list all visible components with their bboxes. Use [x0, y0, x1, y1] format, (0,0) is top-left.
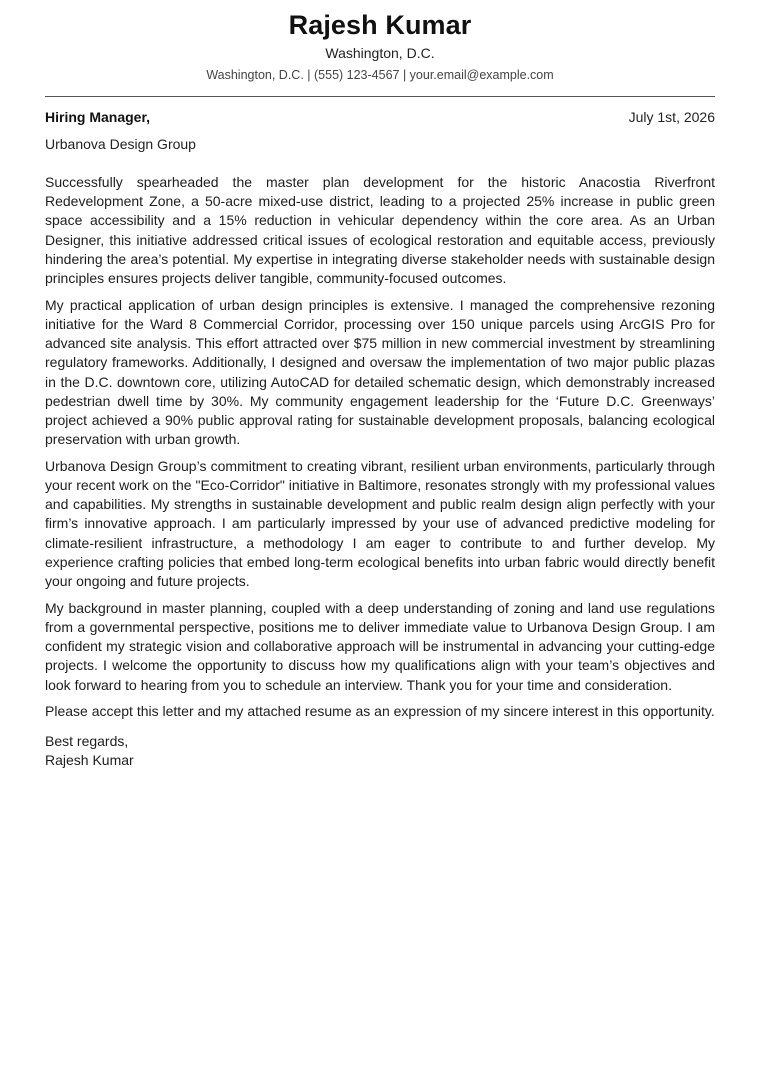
- body-paragraph-4: My background in master planning, coupled with a deep understanding of zoning and land use regulations from a governmental perspective, positions me to deliver immediate value to Urbanova Design Group. I am confident my strategic vision and collaborative approach will be instrumental in advancing your cutting-edge projects. I welcome the opportunity to discuss how my qualifications align with your team’s objectives and look forward to hearing from you to schedule an interview. Thank you for your time and consideration.: [45, 599, 715, 693]
- header-divider: [45, 96, 715, 97]
- applicant-name: Rajesh Kumar: [288, 10, 472, 40]
- letter-header: [45, 8, 715, 84]
- body-paragraph-2: My practical application of urban design principles is extensive. I managed the comprehensive rezoning initiative for the Ward 8 Commercial Corridor, processing over 150 unique parcels using ArcGIS Pro for advanced site analysis. This effort attracted over $75 million in new commercial investment by streamlining regulatory frameworks. Additionally, I designed and oversaw the implementation of two major public plazas in the D.C. downtown core, utilizing AutoCAD for detailed schematic design, which demonstrably increased pedestrian dwell time by 30%. My community engagement leadership for the ‘Future D.C. Greenways’ project achieved a 90% public approval rating for sustainable development proposals, balancing ecological preservation with urban growth.: [45, 296, 715, 448]
- letter-date: July 1st, 2026: [628, 109, 715, 125]
- body-paragraph-1: Successfully spearheaded the master plan development for the historic Anacostia Riverfront Redevelopment Zone, a 50-acre mixed-use district, leading to a projected 25% increase in public green space accessibility and a 15% reduction in vehicular dependency within the core area. As an Urban Designer, this initiative addressed critical issues of ecological restoration and equitable access, previously hindering the area’s potential. My expertise in integrating diverse stakeholder needs with sustainable design principles ensures projects deliver tangible, community-focused outcomes.: [45, 174, 715, 287]
- closing-phrase: Best regards,: [45, 733, 129, 750]
- letter-body: [45, 173, 715, 721]
- recipient-company: Urbanova Design Group: [45, 136, 196, 152]
- applicant-location: Washington, D.C.: [325, 45, 435, 61]
- recipient-date-row: [45, 108, 715, 126]
- signature-name: Rajesh Kumar: [45, 752, 134, 769]
- applicant-contact-line: Washington, D.C. | (555) 123-4567 | your.email@example.com: [206, 68, 554, 82]
- recipient-salutation: Hiring Manager,: [45, 109, 151, 125]
- body-paragraph-5: Please accept this letter and my attached resume as an expression of my sincere interest in this opportunity.: [45, 703, 715, 720]
- body-paragraph-3: Urbanova Design Group’s commitment to creating vibrant, resilient urban environments, particularly through your recent work on the "Eco-Corridor" initiative in Baltimore, resonates strongly with my professional values and capabilities. My strengths in sustainable development and public realm design align perfectly with your firm’s innovative approach. I am particularly impressed by your use of advanced predictive modeling for climate-resilient infrastructure, a methodology I am eager to contribute to and further develop. My experience crafting policies that embed long-term ecological benefits into urban fabric would directly benefit your ongoing and future projects.: [45, 457, 715, 590]
- letter-closing-block: [45, 732, 715, 770]
